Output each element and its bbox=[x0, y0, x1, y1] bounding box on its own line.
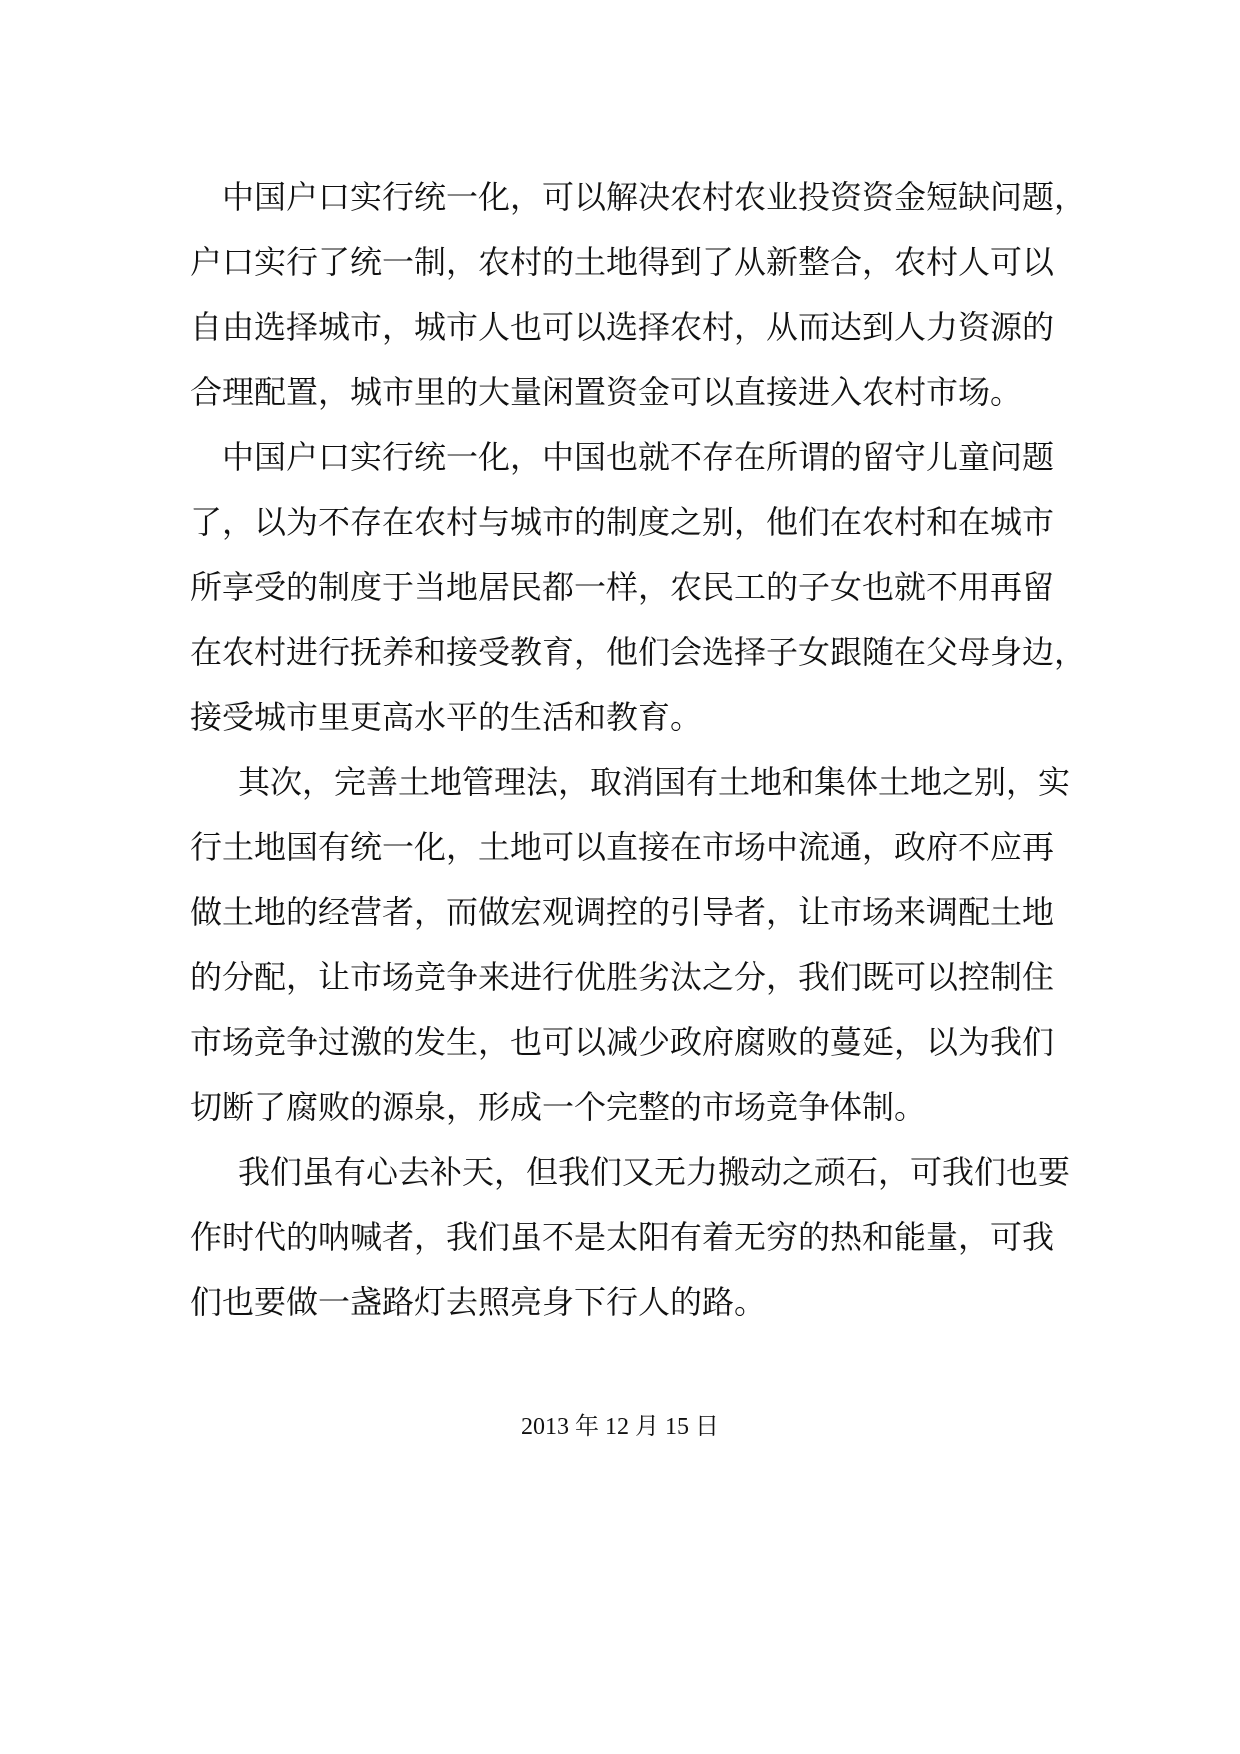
text-line: 所享受的制度于当地居民都一样，农民工的子女也就不用再留 bbox=[190, 568, 1055, 606]
text-line: 做土地的经营者，而做宏观调控的引导者，让市场来调配土地 bbox=[190, 893, 1055, 931]
text-line: 户口实行了统一制，农村的土地得到了从新整合，农村人可以 bbox=[190, 243, 1055, 281]
text-line: 接受城市里更高水平的生活和教育。 bbox=[190, 698, 703, 736]
document-body bbox=[190, 165, 1090, 1335]
text-line: 市场竞争过激的发生，也可以减少政府腐败的蔓延，以为我们 bbox=[190, 1023, 1055, 1061]
text-line: 我们虽有心去补天，但我们又无力搬动之顽石，可我们也要 bbox=[190, 1153, 1071, 1191]
paragraph-4 bbox=[190, 1140, 1090, 1335]
text-line: 在农村进行抚养和接受教育，他们会选择子女跟随在父母身边， bbox=[190, 633, 1087, 671]
document-date: 2013 年 12 月 15 日 bbox=[521, 1414, 719, 1440]
text-line: 作时代的呐喊者，我们虽不是太阳有着无穷的热和能量，可我 bbox=[190, 1218, 1055, 1256]
text-line: 行土地国有统一化，土地可以直接在市场中流通，政府不应再 bbox=[190, 828, 1055, 866]
text-line: 切断了腐败的源泉，形成一个完整的市场竞争体制。 bbox=[190, 1088, 927, 1126]
text-line: 其次，完善土地管理法，取消国有土地和集体土地之别，实 bbox=[190, 763, 1071, 801]
text-line: 合理配置，城市里的大量闲置资金可以直接进入农村市场。 bbox=[190, 373, 1023, 411]
text-line: 中国户口实行统一化，中国也就不存在所谓的留守儿童问题 bbox=[190, 438, 1055, 476]
paragraph-3 bbox=[190, 750, 1090, 1140]
text-line: 们也要做一盏路灯去照亮身下行人的路。 bbox=[190, 1283, 767, 1321]
paragraph-2 bbox=[190, 425, 1090, 750]
text-line: 的分配，让市场竞争来进行优胜劣汰之分，我们既可以控制住 bbox=[190, 958, 1055, 996]
text-line: 自由选择城市，城市人也可以选择农村，从而达到人力资源的 bbox=[190, 308, 1055, 346]
text-line: 了，以为不存在农村与城市的制度之别，他们在农村和在城市 bbox=[190, 503, 1055, 541]
paragraph-1 bbox=[190, 165, 1090, 425]
text-line: 中国户口实行统一化，可以解决农村农业投资资金短缺问题， bbox=[190, 178, 1087, 216]
